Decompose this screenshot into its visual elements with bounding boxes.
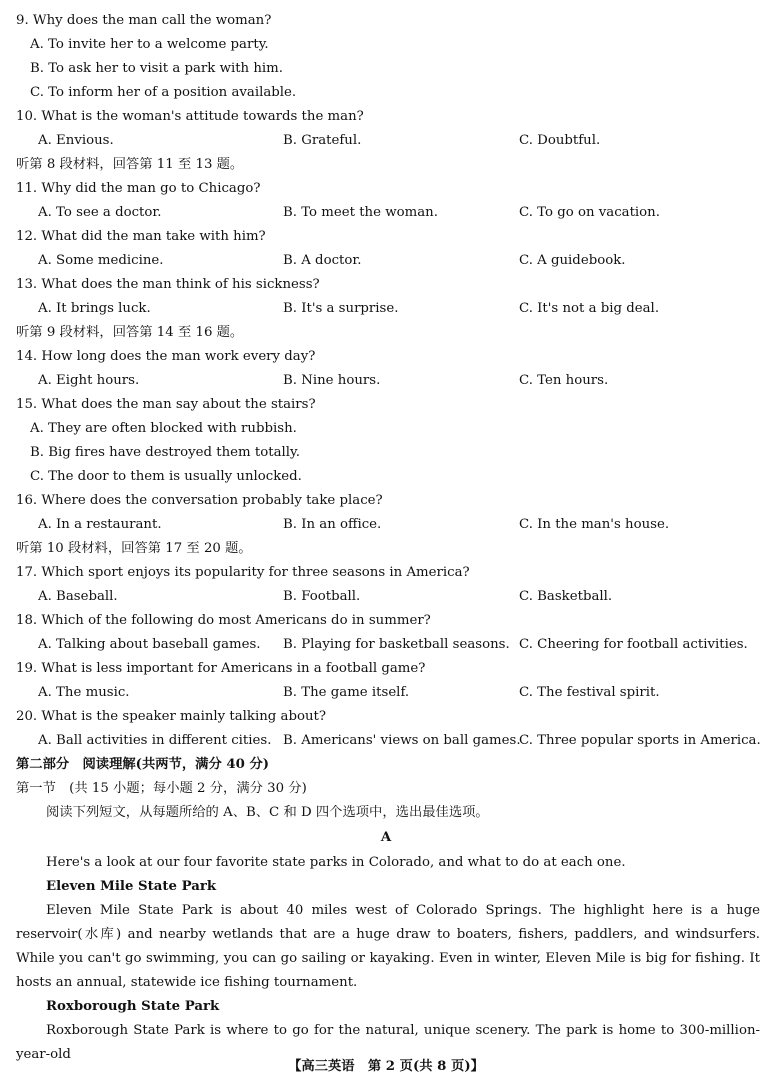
q20-option-a: A. Ball activities in different cities.: [38, 733, 272, 748]
q17-option-c: C. Basketball.: [519, 589, 613, 604]
question-18: 18. Which of the following do most Americans do in summer?: [16, 613, 431, 628]
question-14: 14. How long does the man work every day?: [16, 349, 316, 364]
part-two-title: 第二部分 阅读理解(共两节，满分 40 分): [16, 757, 270, 772]
question-16: 16. Where does the conversation probably take place?: [16, 493, 383, 508]
q9-option-b: B. To ask her to visit a park with him.: [30, 61, 283, 76]
reading-directions: 阅读下列短文，从每题所给的 A、B、C 和 D 四个选项中，选出最佳选项。: [46, 805, 489, 820]
q10-option-a: A. Envious.: [38, 133, 114, 148]
q14-option-b: B. Nine hours.: [283, 373, 381, 388]
q13-option-b: B. It's a surprise.: [283, 301, 399, 316]
instruction-passage-8: 听第 8 段材料，回答第 11 至 13 题。: [16, 157, 244, 172]
q20-option-b: B. Americans' views on ball games.: [283, 733, 521, 748]
q17-option-a: A. Baseball.: [38, 589, 118, 604]
q10-option-c: C. Doubtful.: [519, 133, 601, 148]
q11-option-b: B. To meet the woman.: [283, 205, 438, 220]
question-15: 15. What does the man say about the stairs?: [16, 397, 316, 412]
page-footer: 【高三英语 第 2 页(共 8 页)】: [288, 1059, 484, 1074]
q9-option-a: A. To invite her to a welcome party.: [30, 37, 269, 52]
question-19: 19. What is less important for Americans in a football game?: [16, 661, 426, 676]
q20-option-c: C. Three popular sports in America.: [519, 733, 761, 748]
park-heading-roxborough: Roxborough State Park: [46, 999, 220, 1014]
passage-letter: A: [380, 830, 392, 845]
q16-option-c: C. In the man's house.: [519, 517, 670, 532]
q16-option-a: A. In a restaurant.: [38, 517, 162, 532]
section-one-title: 第一节 (共 15 小题；每小题 2 分，满分 30 分): [16, 781, 307, 796]
q16-option-b: B. In an office.: [283, 517, 382, 532]
passage-intro: Here's a look at our four favorite state parks in Colorado, and what to do at each one.: [46, 855, 626, 870]
q15-option-b: B. Big fires have destroyed them totally.: [30, 445, 300, 460]
q13-option-c: C. It's not a big deal.: [519, 301, 660, 316]
question-12: 12. What did the man take with him?: [16, 229, 266, 244]
q14-option-a: A. Eight hours.: [38, 373, 140, 388]
question-9: 9. Why does the man call the woman?: [16, 13, 272, 28]
q17-option-b: B. Football.: [283, 589, 361, 604]
question-17: 17. Which sport enjoys its popularity for three seasons in America?: [16, 565, 470, 580]
q11-option-c: C. To go on vacation.: [519, 205, 660, 220]
question-10: 10. What is the woman's attitude towards the man?: [16, 109, 364, 124]
q14-option-c: C. Ten hours.: [519, 373, 609, 388]
q11-option-a: A. To see a doctor.: [38, 205, 162, 220]
q15-option-c: C. The door to them is usually unlocked.: [30, 469, 302, 484]
q12-option-a: A. Some medicine.: [38, 253, 164, 268]
q12-option-b: B. A doctor.: [283, 253, 362, 268]
q18-option-c: C. Cheering for football activities.: [519, 637, 748, 652]
q19-option-a: A. The music.: [38, 685, 130, 700]
q12-option-c: C. A guidebook.: [519, 253, 626, 268]
park-heading-eleven-mile: Eleven Mile State Park: [46, 879, 217, 894]
question-20: 20. What is the speaker mainly talking about?: [16, 709, 327, 724]
q9-option-c: C. To inform her of a position available.: [30, 85, 297, 100]
question-11: 11. Why did the man go to Chicago?: [16, 181, 261, 196]
q19-option-c: C. The festival spirit.: [519, 685, 660, 700]
q19-option-b: B. The game itself.: [283, 685, 410, 700]
instruction-passage-9: 听第 9 段材料，回答第 14 至 16 题。: [16, 325, 244, 340]
park-paragraph-roxborough: Roxborough State Park is where to go for the natural, unique scenery. The park is home to 300-million-year-old: [16, 1023, 760, 1062]
q13-option-a: A. It brings luck.: [38, 301, 151, 316]
instruction-passage-10: 听第 10 段材料，回答第 17 至 20 题。: [16, 541, 252, 556]
q18-option-b: B. Playing for basketball seasons.: [283, 637, 510, 652]
q15-option-a: A. They are often blocked with rubbish.: [30, 421, 297, 436]
q10-option-b: B. Grateful.: [283, 133, 362, 148]
park-paragraph-eleven-mile: Eleven Mile State Park is about 40 miles west of Colorado Springs. The highlight here is a huge reservoir(水库) and nearby wetlands that are a huge draw to boaters, fishers, paddlers, and windsurfers. While you can't go swimming, you can go sailing or kayaking. Even in winter, Eleven Mile is big for fishing. It hosts an annual, statewide ice fishing tournament.: [16, 903, 760, 990]
question-13: 13. What does the man think of his sickness?: [16, 277, 320, 292]
q18-option-a: A. Talking about baseball games.: [38, 637, 261, 652]
